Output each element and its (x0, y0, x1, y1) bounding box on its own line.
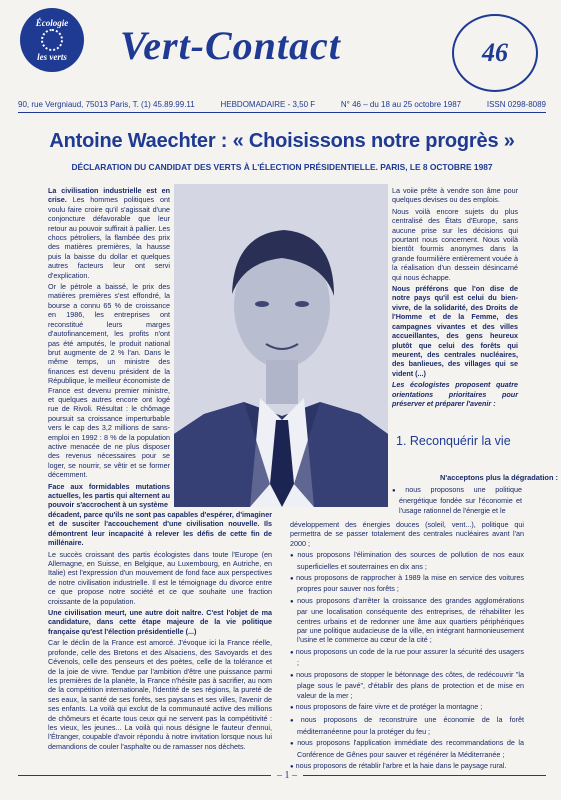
list-item: ● nous proposons l'application immédiate des recommandations de la Conférence de Gênes pour sauver et régénérer la Méditerranée ; (290, 738, 524, 759)
lower-left-column (48, 510, 272, 753)
paragraph-bold (48, 482, 170, 510)
paragraph-text: décadent, parce qu'ils ne sont pas capables d'espérer, d'imaginer et de susciter l'accouchement d'une civilisation nouvelle. Ils démontrent leur incapacité à relever les défis de cette fin de millénaire. (48, 510, 272, 548)
issue-number: 46 (452, 14, 538, 92)
paragraph-text: Nous préférons que l'on dise de notre pays qu'il est celui du bien-vivre, de la solidarité, des Droits de l'Homme et de la Femme, des campagnes vivantes et des villes accueillantes, des gens heureux plutôt que celui des forêts qui meurent, des centrales nucléaires, des banlieues, des villages qui se vident (...) (392, 284, 518, 378)
paragraph: Nous voilà encore sujets du plus centralisé des États d'Europe, sans aucune prise sur les décisions qui pourtant nous concernent. Nous voilà bientôt fourmis anonymes dans la grande fourmilière entièrement vouée à la réalisation d'un dessein désincarné qui nous échappe. (392, 206, 518, 282)
masthead-title: Vert-Contact (120, 23, 341, 68)
page-number: – 1 – (271, 770, 303, 781)
info-bar (18, 100, 546, 109)
paragraph-text: Une civilisation meurt, une autre doit naître. C'est l'objet de ma candidature, dans cette étape majeure de la vie politique française qu'est l'élection présidentielle (...) (48, 608, 272, 636)
lead-in: La civilisation industrielle est en crise. (48, 186, 170, 205)
logo-line-2: les verts (37, 52, 67, 62)
list-item: ● nous proposons l'élimination des sources de pollution de nos eaux superficielles et souterraines en dix ans ; (290, 550, 524, 571)
paragraph: Le succès croissant des partis écologistes dans toute l'Europe (en Allemagne, en Suisse, en Belgique, au Luxembourg, en Autriche, en Italie) est l'expression d'un mouvement de fond face aux perspectives de notre civilisation industrielle. Il est le témoignage du divorce entre ce que propose notre société et ce que souhaite une fraction croissante de la population. (48, 549, 272, 606)
left-column (48, 186, 170, 512)
list-item: ● nous proposons de reconstruire une économie de la forêt méditerranéenne pour la protéger du feu ; (290, 715, 524, 736)
frequency-price: HEBDOMADAIRE - 3,50 F (220, 100, 316, 109)
list-item: ● nous proposons de stopper le bétonnage des côtes, de redécouvrir "la plage sous le pavé", d'établir des plans de protection et de mise en valeur de la mer ; (290, 670, 524, 700)
section-title: 1. Reconquérir la vie (396, 434, 511, 448)
paragraph-bold (48, 510, 272, 548)
paragraph-text: Face aux formidables mutations actuelles, les partis qui alternent au pouvoir s'accrochent à un système (48, 481, 170, 510)
candidate-photo (174, 184, 388, 507)
ecologie-logo (20, 8, 84, 72)
right-column (392, 186, 518, 410)
paragraph-text: Les hommes politiques ont voulu faire croire qu'il s'agissait d'une conjoncture défavorable que leur retour au pouvoir suffirait à pallier. Les chocs pétroliers, la flambée des prix des matières premières, la hausse puis la baisse du dollar et quelques autres facteurs leur ont servi d'explication. (48, 195, 171, 280)
lower-right-column (290, 520, 524, 774)
list-item: ● nous proposons de faire vivre et de protéger la montagne ; (290, 702, 524, 713)
header-divider (18, 112, 546, 113)
issn: ISSN 0298-8089 (486, 100, 546, 109)
issue-dates: N° 46 – du 18 au 25 octobre 1987 (340, 100, 462, 109)
subheadline: DÉCLARATION DU CANDIDAT DES VERTS À L'ÉLECTION PRÉSIDENTIELLE. PARIS, LE 8 OCTOBRE 1987 (71, 162, 493, 172)
list-item: ● nous proposons un code de la rue pour assurer la sécurité des usagers ; (290, 647, 524, 668)
list-item: ● nous proposons de rapprocher à 1989 la mise en service des voitures propres pour sauver nos forêts ; (290, 573, 524, 594)
paragraph: développement des énergies douces (soleil, vent...), politique qui permettra de se passer totalement des centrales nucléaires avant l'an 2000 ; (290, 520, 524, 548)
list-intro: N'acceptons plus la dégradation : (440, 473, 558, 482)
list-item: ● nous proposons d'arrêter la croissance des grandes agglomérations par une localisation conséquente des entreprises, de réhabiliter les centres urbains et de redonner une âme aux quartiers périphériques par une politique audacieuse de la ville, en intégrant harmonieusement l'usine et le commerce au cœur de la cité ; (290, 596, 524, 645)
paragraph: La voiie prête à vendre son âme pour quelques devises ou des emplois. (392, 186, 518, 205)
paragraph (48, 186, 170, 280)
paragraph-text: Les écologistes proposent quatre orientations prioritaires pour préserver et préparer l'avenir : (392, 380, 518, 408)
paragraph-bold (392, 284, 518, 378)
headline: Antoine Waechter : « Choisissons notre progrès » (49, 130, 515, 152)
logo-line-1: Écologie (35, 18, 69, 28)
first-bullet (392, 485, 522, 517)
paragraph: Car le déclin de la France est amorcé. J'évoque ici la France réelle, profonde, celle des Bretons et des Alsaciens, des Savoyards et des Cévenols, celle des penseurs et des poètes, celle de la tolérance et de la joie de vivre. Tendue par l'ambition d'être une puissance parmi les premières de la planète, la France n'hésite pas à sacrifier, au nom de la compétition internationale, l'identité de ses régions, la pureté de ses eaux, la santé de ses forêts, ses paysans et ses villes, l'avenir de ses enfants. La voilà qui exclut de la communauté active des millions de chômeurs et écarte tous ceux qui ne servent pas la compétitivité : les vieux, les jeunes... La voilà qui nous désigne le fauteur d'ennui, l'Étranger, coupable d'avoir répondu à notre invitation lorsque nous lui demandions de couler l'asphalte ou de ramasser nos déchets. (48, 638, 272, 751)
paragraph-italic (392, 380, 518, 408)
list-item: ● nous proposons une politique énergétique fondée sur l'économie et l'usage rationnel de l'énergie et le (392, 485, 522, 515)
paragraph: Or le pétrole a baissé, le prix des matières premières s'est effondré, la bourse a connu 65 % de croissance en 1986, les entreprises ont reconstitué leurs marges d'autofinancement, les profits n'ont pas été amputés, le produit national brut augmente de 2 % l'an. Dans le même temps, un ministre des finances est devenu président de la République, le meilleur économiste de France est devenu premier ministre, et quelques autres encore ont logé rue de Rivoli. Résultat : le chômage poursuit sa croissance imperturbable vers le cap des 3,2 millions de sans-emploi en 1992 : 8 % de la population active menacée de ne plus disposer des revenus nécessaires pour se loger, se nourrir, se vêtir et se former décemment. (48, 282, 170, 480)
sun-icon (41, 29, 63, 51)
list-item: ● nous proposons de rétablir l'arbre et la haie dans le paysage rural. (290, 761, 524, 772)
paragraph-bold (48, 608, 272, 636)
address: 90, rue Vergniaud, 75013 Paris, T. (1) 45.89.99.11 (18, 100, 195, 109)
